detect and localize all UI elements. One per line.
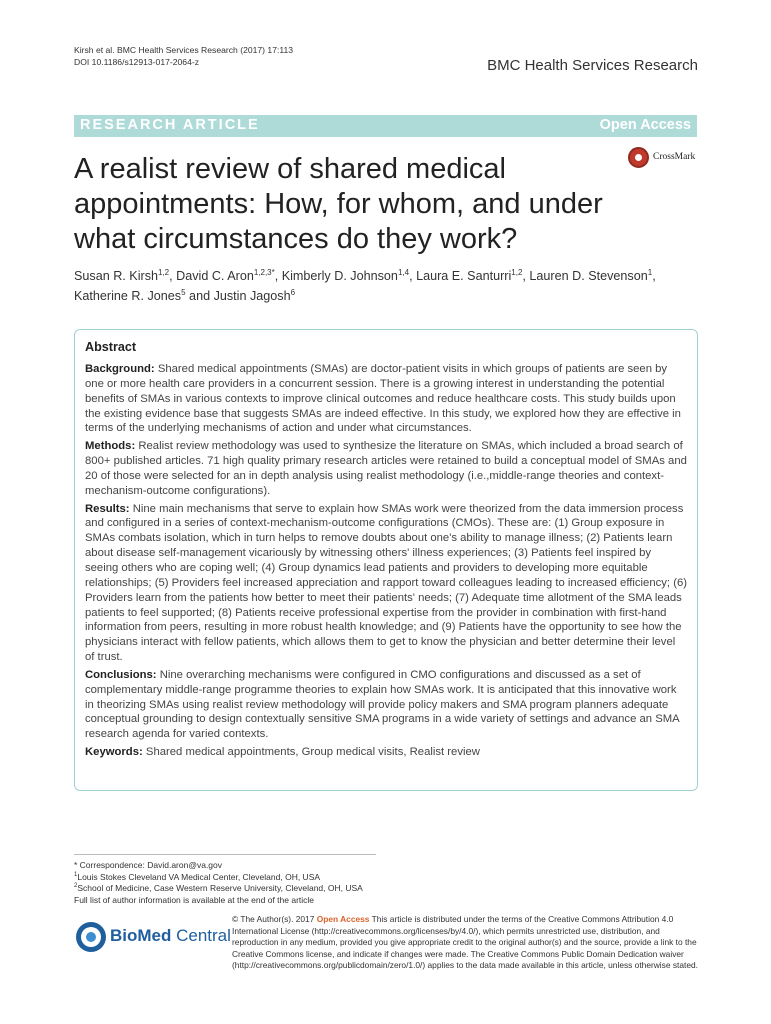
author-name: Justin Jagosh — [213, 289, 291, 303]
author-name: Susan R. Kirsh — [74, 269, 158, 283]
background-label: Background: — [85, 363, 155, 375]
author-name: Laura E. Santurri — [416, 269, 512, 283]
footnotes — [74, 860, 363, 906]
author-affiliation: 1,2,3* — [253, 267, 275, 277]
author-affiliation: 1,4 — [397, 267, 410, 277]
article-type-label: RESEARCH ARTICLE — [80, 117, 260, 133]
abstract-conclusions — [85, 668, 687, 742]
affiliation-number: 1 — [74, 871, 78, 878]
affiliation-note — [74, 872, 363, 884]
affiliation-number: 2 — [74, 883, 78, 890]
biomed-central-icon — [76, 922, 106, 952]
author-separator: , — [522, 269, 530, 283]
abstract-keywords — [85, 745, 687, 760]
abstract-background — [85, 362, 687, 436]
logo-bold: BioMed — [110, 926, 172, 945]
author-name: Lauren D. Stevenson — [529, 269, 648, 283]
author-affiliation: 5 — [181, 287, 186, 297]
methods-text: Realist review methodology was used to synthesize the literature on SMAs, which included a broad search of 800+ published articles. 71 high quality primary research articles were retained to build a conceptual model of SMAs and 20 of those were selected for an in depth analysis using realist methodology (i.e.,middle-range theories and context-mechanism-outcome configurations). — [85, 440, 687, 497]
logo-wordmark — [110, 926, 231, 946]
author-info-note: Full list of author information is available at the end of the article — [74, 894, 315, 905]
author-separator: , — [274, 269, 282, 283]
affiliation-text: School of Medicine, Case Western Reserve University, Cleveland, OH, USA — [77, 883, 363, 894]
crossmark-label: CrossMark — [653, 152, 696, 162]
article-banner — [74, 115, 697, 137]
citation — [74, 44, 293, 68]
keywords-text: Shared medical appointments, Group medical visits, Realist review — [145, 746, 480, 759]
author-separator: , — [169, 269, 177, 283]
author-list — [74, 266, 714, 306]
author-affiliation: 1,2 — [511, 267, 523, 277]
license-body: This article is distributed under the terms of the Creative Commons Attribution 4.0 International License (http://creativecommons.org/licenses/by/4.0/), which permits unrestricted use, distribution, and reproduction in any medium, provided you give appropriate credit to the original author(s) and the source, provide a link to the Creative Commons license, and indicate if changes were made. The Creative Commons Public Domain Dedication waiver (http://creativecommons.org/publicdomain/zero/1.0/) applies to the data made available in this article, unless otherwise stated. — [232, 914, 698, 971]
author-separator: and — [185, 289, 214, 303]
abstract-heading: Abstract — [85, 340, 137, 354]
conclusions-label: Conclusions: — [85, 668, 157, 681]
results-text: Nine main mechanisms that serve to explain how SMAs work were theorized from the data immersion process and configured in a series of context-mechanism-outcome configurations (CMOs). These are: (1) Group exposure in SMAs combats isolation, which in turn helps to remove doubts about one's ability to manage illness; (2) Patients learn about disease self-management vicariously by witnessing others' illness experiences; (3) Patients feel inspired by seeing others who are coping well; (4) Group dynamics lead patients and providers to developing more equitable relationships; (5) Providers feel increased appreciation and rapport toward colleagues leading to increased efficiency; (6) Providers learn from the patients how better to meet their patients' needs; (7) Adequate time allotment of the SMA leads patients to feel supported; (8) Patients receive professional expertise from the provider in combination with first-hand information from peers, resulting in more robust health knowledge; and (9) Patients have the opportunity to see how the physicians interact with fellow patients, which allows them to get to know the physician and better determine their level of trust. — [85, 502, 688, 664]
article-title: A realist review of shared medical appointments: How, for whom, and under what circumstances do they work? — [74, 153, 603, 255]
footnote-divider — [74, 854, 376, 855]
author-name: Kimberly D. Johnson — [281, 269, 398, 283]
author-separator: , — [409, 269, 417, 283]
license-text — [232, 914, 698, 972]
author-affiliation: 1 — [647, 267, 653, 277]
keywords-label: Keywords: — [85, 746, 143, 759]
abstract-results — [85, 502, 687, 665]
methods-label: Methods: — [85, 440, 136, 453]
citation-line: Kirsh et al. BMC Health Services Research (2017) 17:113 — [74, 45, 294, 55]
author-affiliation: 6 — [290, 287, 296, 297]
doi-line: DOI 10.1186/s12913-017-2064-z — [74, 57, 200, 67]
abstract-box — [74, 329, 698, 791]
results-label: Results: — [85, 502, 130, 515]
biomed-central-logo — [76, 922, 231, 952]
abstract-methods — [85, 439, 687, 498]
author-separator: , — [652, 269, 656, 283]
affiliation-text: Louis Stokes Cleveland VA Medical Center, Cleveland, OH, USA — [77, 871, 321, 882]
affiliation-note — [74, 883, 363, 895]
background-text: Shared medical appointments (SMAs) are doctor-patient visits in which groups of patients are seen by one or more health care providers in a concurrent session. There is a growing interest in understanding the potential benefits of SMAs in various contexts to improve clinical outcomes and reduce healthcare costs. This study builds upon the existing evidence base that suggests SMAs are indeed effective. In this study, we explored how they are effective in terms of the underlying mechanisms of action and under what circumstances. — [85, 363, 681, 435]
journal-name: BMC Health Services Research — [487, 57, 698, 74]
license-open-access: Open Access — [316, 914, 370, 924]
conclusions-text: Nine overarching mechanisms were configured in CMO configurations and discussed as a set of complementary middle-range programme theories to explain how SMAs work. It is anticipated that this innovative work in theorizing SMAs using realist review methodology will provide policy makers and SMA program planners adequate conceptual grounding to design contextually sensitive SMA programs in a wide variety of settings and advance an SMA research agenda for varied contexts. — [85, 668, 680, 741]
open-access-label: Open Access — [599, 117, 691, 133]
crossmark-badge[interactable] — [628, 147, 708, 169]
license-prefix: © The Author(s). 2017 — [232, 914, 317, 924]
logo-rest: Central — [171, 926, 231, 945]
correspondence-note: * Correspondence: David.aron@va.gov — [74, 860, 223, 870]
author-affiliation: 1,2 — [158, 267, 170, 277]
author-name: Katherine R. Jones — [74, 289, 182, 303]
author-name: David C. Aron — [176, 269, 254, 283]
